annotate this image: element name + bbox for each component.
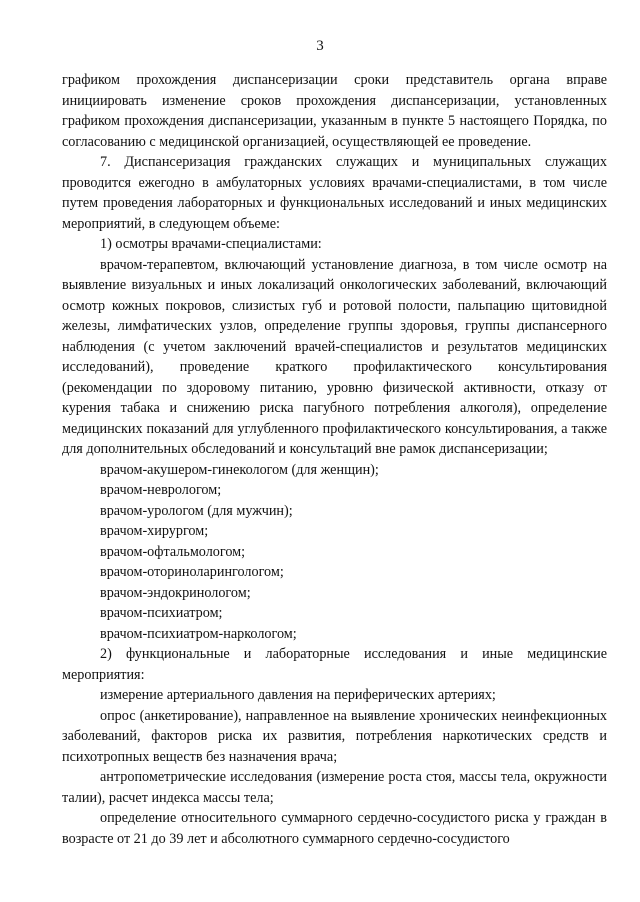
list-item-specialist: врачом-урологом (для мужчин); [100,502,293,519]
list-item-measure: антропометрические исследования (измерение роста стоя, массы тела, окружности талии), расчет индекса массы тела; [62,769,607,806]
list-item-specialist: врачом-психиатром; [100,605,223,621]
list-item-measure: определение относительного суммарного сердечно-сосудистого риска у граждан в возрасте от 21 до 39 лет и абсолютного суммарного сердечно-сосудистого [62,810,607,847]
paragraph-subitem-1: 1) осмотры врачами-специалистами: [100,236,322,252]
list-item-specialist: врачом-оториноларингологом; [100,564,284,580]
paragraph-subitem-2: 2) функциональные и лабораторные исследования и иные медицинские мероприятия: [62,646,607,683]
list-item-specialist: врачом-хирургом; [100,523,209,539]
paragraph-therapist: врачом-терапевтом, включающий установление диагноза, в том числе осмотр на выявление визуальных и иных локализаций онкологических заболеваний, включающий осмотр кожных покровов, слизистых губ и ротовой полости, пальпацию щитовидной железы, лимфатических узлов, определение группы здоровья, группы диспансерного наблюдения (с учетом заключений врачей-специалистов и результатов медицинских исследований), проведение краткого профилактического консультирования (рекомендации по здоровому питанию, уровню физической активности, отказу от курения табака и снижению риска пагубного потребления алкоголя), определение медицинских показаний для углубленного профилактического консультирования, а также для дополнительных обследований и консультаций вне рамок диспансеризации; [62,256,607,457]
paragraph-continuation: графиком прохождения диспансеризации сроки представитель органа вправе инициировать изменение сроков прохождения диспансеризации, установленных графиком прохождения диспансеризации, указанным в пункте 5 настоящего Порядка, по согласованию с медицинской организацией, осуществляющей ее проведение. [62,72,607,150]
list-item-specialist: врачом-эндокринологом; [100,584,251,601]
document-body [62,70,607,849]
list-item-specialist: врачом-акушером-гинекологом (для женщин); [100,461,379,478]
paragraph-item-7: 7. Диспансеризация гражданских служащих и муниципальных служащих проводится ежегодно в амбулаторных условиях врачами-специалистами, в том числе путем проведения лабораторных и функциональных исследований и иных медицинских мероприятий, в следующем объеме: [62,154,607,232]
list-item-specialist: врачом-офтальмологом; [100,543,246,560]
list-item-measure: опрос (анкетирование), направленное на выявление хронических неинфекционных заболеваний, факторов риска их развития, потребления наркотических средств и психотропных веществ без назначения врача; [62,707,607,765]
list-item-specialist: врачом-психиатром-наркологом; [100,625,297,642]
list-item-measure: измерение артериального давления на периферических артериях; [100,687,496,703]
page-number: 3 [316,38,324,54]
list-item-specialist: врачом-неврологом; [100,482,222,498]
